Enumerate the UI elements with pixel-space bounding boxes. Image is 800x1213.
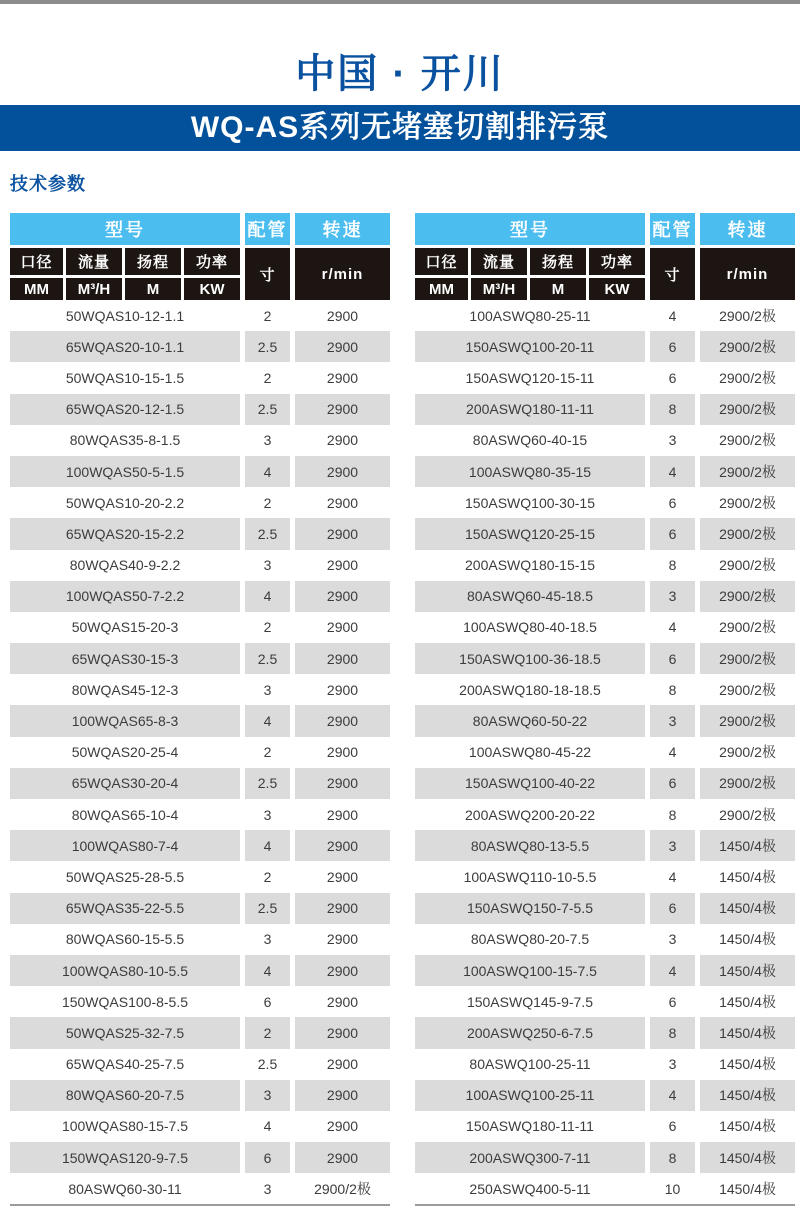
model-cell: 100ASWQ110-10-5.5 — [415, 861, 645, 892]
model-cell: 100ASWQ80-25-11 — [415, 300, 645, 331]
model-cell: 65WQAS20-12-1.5 — [10, 394, 240, 425]
pipe-size-cell: 2 — [245, 1017, 290, 1048]
table-row — [10, 861, 390, 892]
pipe-size-cell: 2 — [245, 487, 290, 518]
table-row — [415, 955, 795, 986]
model-cell: 80WQAS60-20-7.5 — [10, 1080, 240, 1111]
col-diameter-label: 口径 — [10, 248, 63, 275]
speed-cell: 2900 — [295, 1049, 390, 1080]
model-cell: 80ASWQ60-30-11 — [10, 1173, 240, 1204]
model-cell: 150ASWQ145-9-7.5 — [415, 986, 645, 1017]
model-subcolumns — [415, 248, 645, 300]
table-row — [10, 487, 390, 518]
col-flow-label: 流量 — [471, 248, 527, 275]
table-body-left — [10, 300, 390, 1206]
model-cell: 50WQAS10-20-2.2 — [10, 487, 240, 518]
table-row — [415, 674, 795, 705]
speed-cell: 2900/2极 — [700, 394, 795, 425]
speed-cell: 2900 — [295, 955, 390, 986]
speed-cell: 1450/4极 — [700, 1142, 795, 1173]
table-row — [415, 425, 795, 456]
model-cell: 65WQAS30-20-4 — [10, 768, 240, 799]
table-row — [10, 550, 390, 581]
table-row — [415, 705, 795, 736]
pipe-size-cell: 2 — [245, 861, 290, 892]
speed-cell: 2900 — [295, 612, 390, 643]
col-head-unit: M — [530, 278, 586, 300]
speed-cell: 2900 — [295, 1111, 390, 1142]
model-cell: 80ASWQ60-45-18.5 — [415, 581, 645, 612]
speed-cell: 2900 — [295, 487, 390, 518]
speed-cell: 2900 — [295, 986, 390, 1017]
pipe-size-cell: 8 — [650, 799, 695, 830]
model-cell: 150ASWQ120-25-15 — [415, 518, 645, 549]
speed-cell: 1450/4极 — [700, 830, 795, 861]
model-cell: 80WQAS45-12-3 — [10, 674, 240, 705]
pipe-size-cell: 4 — [650, 861, 695, 892]
series-banner: WQ-AS系列无堵塞切割排污泵 — [0, 105, 800, 151]
speed-cell: 2900/2极 — [700, 737, 795, 768]
table-header-groups — [415, 213, 795, 245]
model-cell: 150ASWQ100-20-11 — [415, 331, 645, 362]
speed-cell: 2900/2极 — [700, 705, 795, 736]
model-cell: 100WQAS65-8-3 — [10, 705, 240, 736]
pipe-size-cell: 2 — [245, 300, 290, 331]
speed-cell: 2900 — [295, 1080, 390, 1111]
model-cell: 80ASWQ80-20-7.5 — [415, 924, 645, 955]
pipe-size-cell: 4 — [650, 955, 695, 986]
pipe-size-cell: 6 — [650, 487, 695, 518]
table-row — [10, 456, 390, 487]
table-row — [10, 1080, 390, 1111]
pipe-size-cell: 2.5 — [245, 518, 290, 549]
table-row — [10, 1049, 390, 1080]
speed-cell: 2900 — [295, 643, 390, 674]
pipe-size-cell: 6 — [245, 1142, 290, 1173]
model-cell: 150ASWQ100-40-22 — [415, 768, 645, 799]
pipe-size-cell: 2.5 — [245, 1049, 290, 1080]
pipe-size-cell: 3 — [245, 1173, 290, 1204]
speed-cell: 2900 — [295, 674, 390, 705]
table-row — [10, 612, 390, 643]
speed-cell: 2900 — [295, 362, 390, 393]
speed-cell: 2900 — [295, 331, 390, 362]
pipe-size-cell: 2.5 — [245, 768, 290, 799]
brand-title: 中国 · 开川 — [295, 52, 505, 96]
pipe-size-cell: 4 — [650, 1080, 695, 1111]
speed-cell: 2900/2极 — [700, 768, 795, 799]
model-cell: 100ASWQ80-45-22 — [415, 737, 645, 768]
model-cell: 100WQAS50-5-1.5 — [10, 456, 240, 487]
speed-cell: 2900/2极 — [700, 674, 795, 705]
table-row — [10, 674, 390, 705]
speed-unit-cell: r/min — [295, 248, 390, 300]
speed-cell: 2900 — [295, 799, 390, 830]
header-pipe-group: 配管 — [650, 213, 695, 245]
speed-cell: 2900 — [295, 518, 390, 549]
pipe-size-cell: 4 — [245, 1111, 290, 1142]
pipe-size-cell: 3 — [245, 799, 290, 830]
speed-cell: 2900/2极 — [700, 487, 795, 518]
model-cell: 150ASWQ120-15-11 — [415, 362, 645, 393]
table-row — [415, 737, 795, 768]
table-row — [415, 1142, 795, 1173]
pipe-size-cell: 3 — [245, 674, 290, 705]
speed-cell: 1450/4极 — [700, 1049, 795, 1080]
pipe-size-cell: 2 — [245, 737, 290, 768]
pipe-size-cell: 3 — [245, 550, 290, 581]
table-row — [415, 924, 795, 955]
model-cell: 150WQAS100-8-5.5 — [10, 986, 240, 1017]
pipe-size-cell: 4 — [650, 300, 695, 331]
header-speed-group: 转速 — [700, 213, 795, 245]
speed-cell: 1450/4极 — [700, 924, 795, 955]
pipe-size-cell: 6 — [650, 518, 695, 549]
spec-tables — [10, 213, 790, 1206]
col-power-unit: KW — [589, 278, 645, 300]
speed-cell: 2900 — [295, 737, 390, 768]
pipe-size-cell: 2.5 — [245, 331, 290, 362]
model-cell: 200ASWQ180-11-11 — [415, 394, 645, 425]
model-cell: 150WQAS120-9-7.5 — [10, 1142, 240, 1173]
pipe-size-cell: 3 — [650, 581, 695, 612]
model-cell: 65WQAS35-22-5.5 — [10, 893, 240, 924]
table-row — [10, 893, 390, 924]
model-cell: 150ASWQ150-7-5.5 — [415, 893, 645, 924]
pipe-size-cell: 8 — [650, 1017, 695, 1048]
speed-cell: 2900 — [295, 1142, 390, 1173]
table-row — [10, 1017, 390, 1048]
pipe-size-cell: 2.5 — [245, 643, 290, 674]
model-cell: 50WQAS15-20-3 — [10, 612, 240, 643]
header-pipe-group: 配管 — [245, 213, 290, 245]
table-row — [415, 300, 795, 331]
header-speed-group: 转速 — [295, 213, 390, 245]
top-divider-bar — [0, 0, 800, 4]
speed-cell: 2900/2极 — [700, 300, 795, 331]
speed-cell: 2900 — [295, 300, 390, 331]
table-row — [415, 456, 795, 487]
pipe-size-cell: 4 — [650, 456, 695, 487]
model-cell: 250ASWQ400-5-11 — [415, 1173, 645, 1204]
pipe-size-cell: 6 — [650, 643, 695, 674]
table-row — [10, 768, 390, 799]
pipe-size-cell: 2.5 — [245, 893, 290, 924]
model-cell: 80WQAS65-10-4 — [10, 799, 240, 830]
model-cell: 65WQAS20-10-1.1 — [10, 331, 240, 362]
table-row — [415, 768, 795, 799]
speed-cell: 2900 — [295, 550, 390, 581]
speed-cell: 2900 — [295, 893, 390, 924]
model-cell: 200ASWQ250-6-7.5 — [415, 1017, 645, 1048]
pipe-size-cell: 6 — [650, 986, 695, 1017]
table-row — [10, 1111, 390, 1142]
speed-cell: 1450/4极 — [700, 1173, 795, 1204]
model-cell: 65WQAS20-15-2.2 — [10, 518, 240, 549]
speed-cell: 2900 — [295, 705, 390, 736]
speed-cell: 2900 — [295, 425, 390, 456]
speed-cell: 2900/2极 — [700, 425, 795, 456]
pipe-size-cell: 3 — [650, 425, 695, 456]
speed-cell: 2900/2极 — [700, 612, 795, 643]
col-diameter-unit: MM — [415, 278, 468, 300]
model-cell: 200ASWQ300-7-11 — [415, 1142, 645, 1173]
pipe-size-cell: 2 — [245, 612, 290, 643]
pipe-size-cell: 6 — [650, 331, 695, 362]
table-row — [10, 737, 390, 768]
model-cell: 80ASWQ60-40-15 — [415, 425, 645, 456]
model-cell: 100ASWQ100-25-11 — [415, 1080, 645, 1111]
table-body-right — [415, 300, 795, 1206]
col-diameter-label: 口径 — [415, 248, 468, 275]
model-cell: 50WQAS25-28-5.5 — [10, 861, 240, 892]
pipe-size-cell: 4 — [245, 705, 290, 736]
speed-cell: 2900/2极 — [700, 331, 795, 362]
pipe-unit-cell: 寸 — [245, 248, 290, 300]
model-cell: 100ASWQ80-35-15 — [415, 456, 645, 487]
table-row — [415, 581, 795, 612]
pipe-size-cell: 6 — [650, 362, 695, 393]
speed-cell: 2900/2极 — [700, 581, 795, 612]
table-row — [415, 550, 795, 581]
pipe-size-cell: 3 — [245, 1080, 290, 1111]
col-flow-label: 流量 — [66, 248, 122, 275]
table-row — [415, 331, 795, 362]
pipe-size-cell: 4 — [245, 955, 290, 986]
model-cell: 100WQAS80-15-7.5 — [10, 1111, 240, 1142]
model-cell: 200ASWQ180-18-18.5 — [415, 674, 645, 705]
table-row — [10, 705, 390, 736]
model-cell: 50WQAS20-25-4 — [10, 737, 240, 768]
table-header-subcolumns — [415, 248, 795, 300]
model-cell: 200ASWQ200-20-22 — [415, 799, 645, 830]
pipe-size-cell: 3 — [650, 1049, 695, 1080]
model-cell: 100ASWQ100-15-7.5 — [415, 955, 645, 986]
table-header-subcolumns — [10, 248, 390, 300]
col-flow-unit: M³/H — [66, 278, 122, 300]
speed-cell: 2900 — [295, 1017, 390, 1048]
table-row — [415, 1173, 795, 1204]
table-row — [10, 362, 390, 393]
table-row — [415, 1111, 795, 1142]
pipe-size-cell: 6 — [650, 1111, 695, 1142]
speed-cell: 1450/4极 — [700, 1111, 795, 1142]
pipe-size-cell: 4 — [245, 581, 290, 612]
table-row — [415, 893, 795, 924]
speed-cell: 2900/2极 — [700, 518, 795, 549]
speed-cell: 1450/4极 — [700, 893, 795, 924]
model-cell: 50WQAS10-12-1.1 — [10, 300, 240, 331]
table-row — [10, 1142, 390, 1173]
pipe-size-cell: 4 — [650, 612, 695, 643]
table-row — [10, 1173, 390, 1204]
spec-table-right — [415, 213, 795, 1206]
model-cell: 80ASWQ60-50-22 — [415, 705, 645, 736]
speed-cell: 2900/2极 — [700, 362, 795, 393]
pipe-size-cell: 3 — [245, 924, 290, 955]
model-cell: 80ASWQ80-13-5.5 — [415, 830, 645, 861]
pipe-size-cell: 4 — [650, 737, 695, 768]
speed-cell: 2900/2极 — [700, 799, 795, 830]
pipe-size-cell: 2 — [245, 362, 290, 393]
speed-unit-cell: r/min — [700, 248, 795, 300]
model-subcolumns — [10, 248, 240, 300]
table-row — [415, 986, 795, 1017]
pipe-size-cell: 3 — [245, 425, 290, 456]
table-row — [10, 924, 390, 955]
pipe-size-cell: 10 — [650, 1173, 695, 1204]
pipe-size-cell: 2.5 — [245, 394, 290, 425]
speed-cell: 2900 — [295, 861, 390, 892]
table-row — [10, 331, 390, 362]
header-model-group: 型号 — [10, 213, 240, 245]
model-cell: 200ASWQ180-15-15 — [415, 550, 645, 581]
table-row — [10, 986, 390, 1017]
table-row — [415, 861, 795, 892]
table-row — [10, 799, 390, 830]
speed-cell: 2900/2极 — [700, 643, 795, 674]
pipe-size-cell: 8 — [650, 550, 695, 581]
model-cell: 150ASWQ180-11-11 — [415, 1111, 645, 1142]
table-row — [415, 799, 795, 830]
table-row — [10, 643, 390, 674]
pipe-size-cell: 6 — [245, 986, 290, 1017]
pipe-size-cell: 6 — [650, 893, 695, 924]
col-head-label: 扬程 — [125, 248, 181, 275]
model-cell: 50WQAS25-32-7.5 — [10, 1017, 240, 1048]
model-cell: 80WQAS60-15-5.5 — [10, 924, 240, 955]
speed-cell: 2900 — [295, 394, 390, 425]
section-heading: 技术参数 — [10, 174, 86, 194]
pipe-size-cell: 8 — [650, 1142, 695, 1173]
speed-cell: 2900 — [295, 768, 390, 799]
model-cell: 80WQAS40-9-2.2 — [10, 550, 240, 581]
model-cell: 80WQAS35-8-1.5 — [10, 425, 240, 456]
pipe-size-cell: 3 — [650, 830, 695, 861]
col-head-unit: M — [125, 278, 181, 300]
table-row — [10, 955, 390, 986]
table-row — [10, 300, 390, 331]
speed-cell: 2900/2极 — [295, 1173, 390, 1204]
table-row — [415, 1080, 795, 1111]
model-cell: 100WQAS80-7-4 — [10, 830, 240, 861]
model-cell: 65WQAS30-15-3 — [10, 643, 240, 674]
speed-cell: 2900 — [295, 581, 390, 612]
col-power-label: 功率 — [184, 248, 240, 275]
table-row — [415, 394, 795, 425]
table-row — [415, 612, 795, 643]
table-row — [415, 830, 795, 861]
pipe-size-cell: 8 — [650, 394, 695, 425]
speed-cell: 2900 — [295, 924, 390, 955]
speed-cell: 2900 — [295, 830, 390, 861]
table-row — [10, 581, 390, 612]
col-power-label: 功率 — [589, 248, 645, 275]
model-cell: 80ASWQ100-25-11 — [415, 1049, 645, 1080]
model-cell: 100WQAS50-7-2.2 — [10, 581, 240, 612]
speed-cell: 2900/2极 — [700, 550, 795, 581]
table-row — [415, 362, 795, 393]
table-row — [10, 830, 390, 861]
pipe-unit-cell: 寸 — [650, 248, 695, 300]
table-row — [415, 487, 795, 518]
table-row — [10, 518, 390, 549]
model-cell: 150ASWQ100-30-15 — [415, 487, 645, 518]
speed-cell: 1450/4极 — [700, 861, 795, 892]
speed-cell: 1450/4极 — [700, 955, 795, 986]
speed-cell: 2900 — [295, 456, 390, 487]
model-cell: 50WQAS10-15-1.5 — [10, 362, 240, 393]
speed-cell: 1450/4极 — [700, 986, 795, 1017]
table-row — [415, 643, 795, 674]
col-power-unit: KW — [184, 278, 240, 300]
header-model-group: 型号 — [415, 213, 645, 245]
col-diameter-unit: MM — [10, 278, 63, 300]
model-cell: 65WQAS40-25-7.5 — [10, 1049, 240, 1080]
speed-cell: 2900/2极 — [700, 456, 795, 487]
table-row — [415, 1017, 795, 1048]
pipe-size-cell: 3 — [650, 705, 695, 736]
spec-table-left — [10, 213, 390, 1206]
pipe-size-cell: 8 — [650, 674, 695, 705]
speed-cell: 1450/4极 — [700, 1080, 795, 1111]
col-head-label: 扬程 — [530, 248, 586, 275]
col-flow-unit: M³/H — [471, 278, 527, 300]
pipe-size-cell: 4 — [245, 830, 290, 861]
pipe-size-cell: 6 — [650, 768, 695, 799]
table-row — [10, 394, 390, 425]
table-row — [415, 518, 795, 549]
model-cell: 100ASWQ80-40-18.5 — [415, 612, 645, 643]
pipe-size-cell: 3 — [650, 924, 695, 955]
table-row — [415, 1049, 795, 1080]
table-header-groups — [10, 213, 390, 245]
table-row — [10, 425, 390, 456]
pipe-size-cell: 4 — [245, 456, 290, 487]
model-cell: 150ASWQ100-36-18.5 — [415, 643, 645, 674]
model-cell: 100WQAS80-10-5.5 — [10, 955, 240, 986]
speed-cell: 1450/4极 — [700, 1017, 795, 1048]
